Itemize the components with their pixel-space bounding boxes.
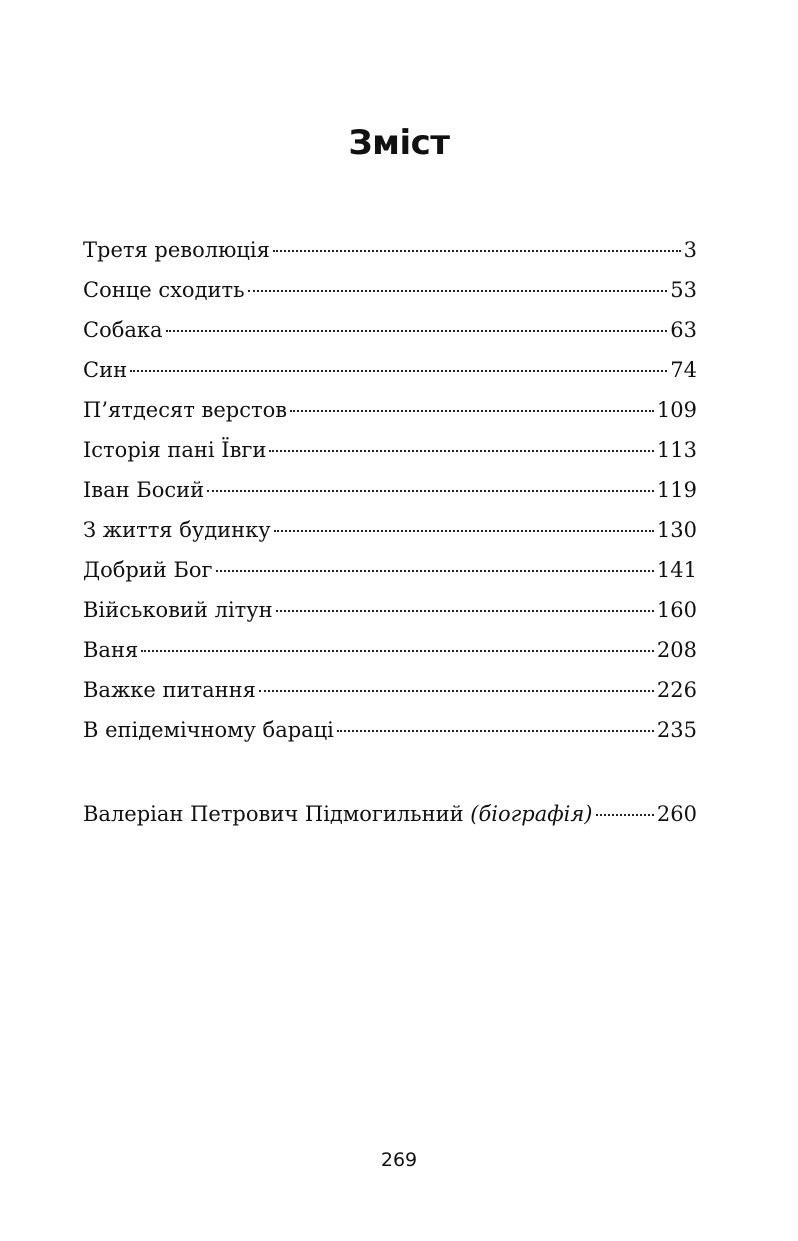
toc-entry [83,670,697,710]
toc-entry [83,550,697,590]
toc-entry [83,470,697,510]
toc-entry [83,270,697,310]
toc-entry-title: Син [83,358,128,382]
toc-entry-page: 208 [656,638,697,662]
toc-entry-page: 74 [670,358,697,382]
toc-entry-title: П’ятдесят верстов [83,398,288,422]
toc-entry-title: В епідемічному бараці [83,718,334,742]
toc-entry [83,350,697,390]
dot-leader [337,730,654,732]
toc-entry [83,310,697,350]
toc-entry [83,230,697,270]
page-title: Зміст [348,123,450,163]
toc-entry-title: Ваня [83,638,139,662]
dot-leader [596,814,654,816]
toc-entry-page: 235 [656,718,697,742]
table-of-contents [83,230,697,834]
toc-entry-page: 260 [656,802,697,826]
dot-leader [130,370,667,372]
dot-leader [248,290,668,292]
biography-note: (біографія) [470,802,593,826]
dot-leader [273,250,681,252]
toc-entry-page: 53 [670,278,697,302]
toc-entry-title: Сонце сходить [83,278,245,302]
dot-leader [290,410,654,412]
dot-leader [259,690,654,692]
dot-leader [269,450,653,452]
page-number: 269 [380,1149,418,1171]
dot-leader [276,610,654,612]
toc-entry-page: 160 [656,598,697,622]
toc-entry-page: 141 [656,558,697,582]
toc-entry-page: 113 [656,438,697,462]
toc-entry-page: 63 [670,318,697,342]
toc-entry-title: Важке питання [83,678,256,702]
dot-leader [207,490,654,492]
toc-entry-biography [83,794,697,834]
dot-leader [274,530,654,532]
toc-entry-page: 130 [656,518,697,542]
toc-entry-page: 119 [656,478,697,502]
toc-entry [83,510,697,550]
dot-leader [216,570,654,572]
toc-entry-title: Третя революція [83,238,270,262]
toc-entry-title: Історія пані Ївги [83,438,267,462]
biography-title: Валеріан Петрович Підмогильний [83,802,464,826]
toc-entry [83,390,697,430]
toc-entry-title: Собака [83,318,163,342]
toc-entry [83,590,697,630]
toc-entry-page: 109 [656,398,697,422]
dot-leader [166,330,668,332]
toc-entry-page: 3 [683,238,697,262]
toc-entry-title [83,794,593,834]
toc-entry-title: Військовий літун [83,598,273,622]
toc-entry [83,430,697,470]
toc-entry [83,710,697,750]
toc-entry-title: Добрий Бог [83,558,213,582]
dot-leader [141,650,654,652]
toc-entry-title: Іван Босий [83,478,205,502]
toc-entry-page: 226 [656,678,697,702]
toc-entry [83,630,697,670]
toc-entry-title: З життя будинку [83,518,271,542]
